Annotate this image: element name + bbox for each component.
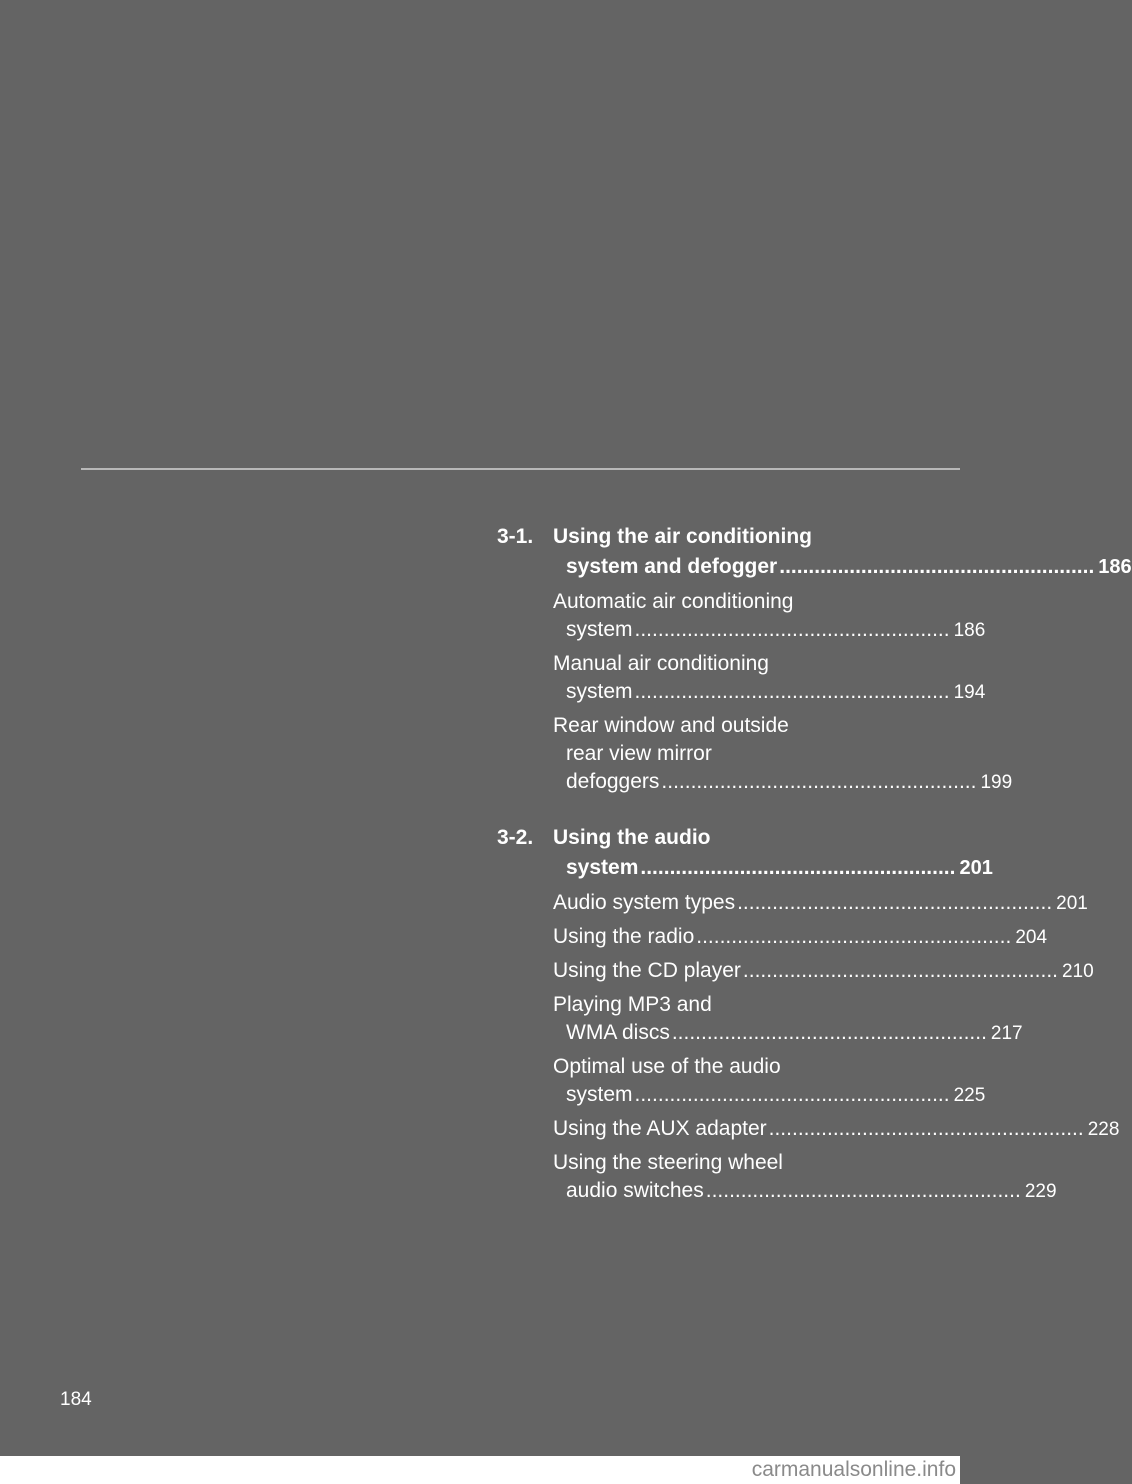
entry-page-number: 217 (990, 1023, 1023, 1044)
entry-text-line: Optimal use of the audio (553, 1055, 781, 1078)
toc-entry[interactable] (497, 889, 1088, 918)
entry-page-number: 186 (953, 620, 986, 641)
section-title: Using the air conditioning (553, 525, 812, 548)
entry-text-line: Playing MP3 and (553, 993, 712, 1016)
entry-page-number: 204 (1015, 927, 1048, 948)
entry-last-line (553, 1177, 1057, 1206)
entry-text: system (566, 618, 633, 641)
entry-page-number: 228 (1087, 1119, 1120, 1140)
section-title: Using the audio (553, 826, 711, 849)
section-heading[interactable] (497, 522, 1132, 582)
entry-text-line: Manual air conditioning (553, 652, 769, 675)
dot-leader: ...................................................... (705, 1179, 1021, 1202)
dot-leader: ...................................................... (661, 770, 977, 793)
entry-last-line (553, 923, 1048, 952)
dot-leader: ...................................................... (634, 680, 950, 703)
section-page-number: 201 (959, 857, 993, 879)
entry-last-line (553, 1115, 1120, 1144)
entry-page-number: 199 (980, 772, 1013, 793)
entry-page-number: 229 (1024, 1181, 1057, 1202)
entry-text: WMA discs (566, 1021, 670, 1044)
entry-text-line: rear view mirror (566, 742, 712, 765)
toc-entry[interactable] (497, 957, 1094, 986)
dot-leader: ...................................................... (779, 555, 1095, 578)
section-title-continued: system (566, 856, 639, 879)
section-title-last-line (553, 552, 1132, 582)
toc-entry[interactable] (497, 1149, 1057, 1206)
section-number: 3-1. (497, 525, 534, 548)
section-title-continued: system and defogger (566, 555, 778, 578)
dot-leader: ...................................................... (696, 925, 1012, 948)
entry-text: Using the AUX adapter (553, 1117, 767, 1140)
entry-page-number: 201 (1056, 893, 1088, 914)
entry-text-line: Using the steering wheel (553, 1151, 783, 1174)
entry-page-number: 194 (953, 682, 986, 703)
dot-leader: ...................................................... (634, 1083, 950, 1106)
toc-entry[interactable] (497, 1053, 986, 1110)
entry-last-line (553, 1081, 986, 1110)
entry-text: system (566, 1083, 633, 1106)
entry-text-line: Rear window and outside (553, 714, 789, 737)
dot-leader: ...................................................... (737, 891, 1053, 914)
watermark: carmanualsonline.info (0, 1456, 960, 1484)
entry-text-line: Automatic air conditioning (553, 590, 794, 613)
toc-entry[interactable] (497, 991, 1023, 1048)
horizontal-divider (81, 468, 960, 470)
table-of-contents (497, 522, 1132, 1232)
toc-entry[interactable] (497, 923, 1048, 952)
dot-leader: ...................................................... (768, 1117, 1084, 1140)
entry-last-line (553, 678, 986, 707)
entry-text: Using the CD player (553, 959, 741, 982)
section-heading[interactable] (497, 823, 993, 883)
dot-leader: ...................................................... (671, 1021, 987, 1044)
section-number: 3-2. (497, 826, 534, 849)
dot-leader: ...................................................... (634, 618, 950, 641)
entry-page-number: 225 (953, 1085, 986, 1106)
dot-leader: ...................................................... (742, 959, 1058, 982)
section-page-number: 186 (1098, 556, 1132, 578)
entry-text: Using the radio (553, 925, 695, 948)
entry-page-number: 210 (1061, 961, 1094, 982)
toc-entry[interactable] (497, 712, 1013, 797)
toc-section-3-1 (497, 522, 1132, 797)
entry-text: defoggers (566, 770, 660, 793)
entry-last-line (553, 889, 1088, 918)
dot-leader: ...................................................... (640, 856, 956, 879)
toc-entry[interactable] (497, 1115, 1120, 1144)
entry-last-line (553, 768, 1013, 797)
entry-last-line (553, 616, 986, 645)
toc-entry[interactable] (497, 650, 986, 707)
section-title-last-line (553, 853, 993, 883)
entry-last-line (553, 1019, 1023, 1048)
page-number: 184 (60, 1389, 92, 1410)
entry-text: system (566, 680, 633, 703)
entry-last-line (553, 957, 1094, 986)
entry-text: audio switches (566, 1179, 704, 1202)
toc-section-3-2 (497, 823, 1120, 1206)
toc-entry[interactable] (497, 588, 986, 645)
entry-text: Audio system types (553, 891, 736, 914)
